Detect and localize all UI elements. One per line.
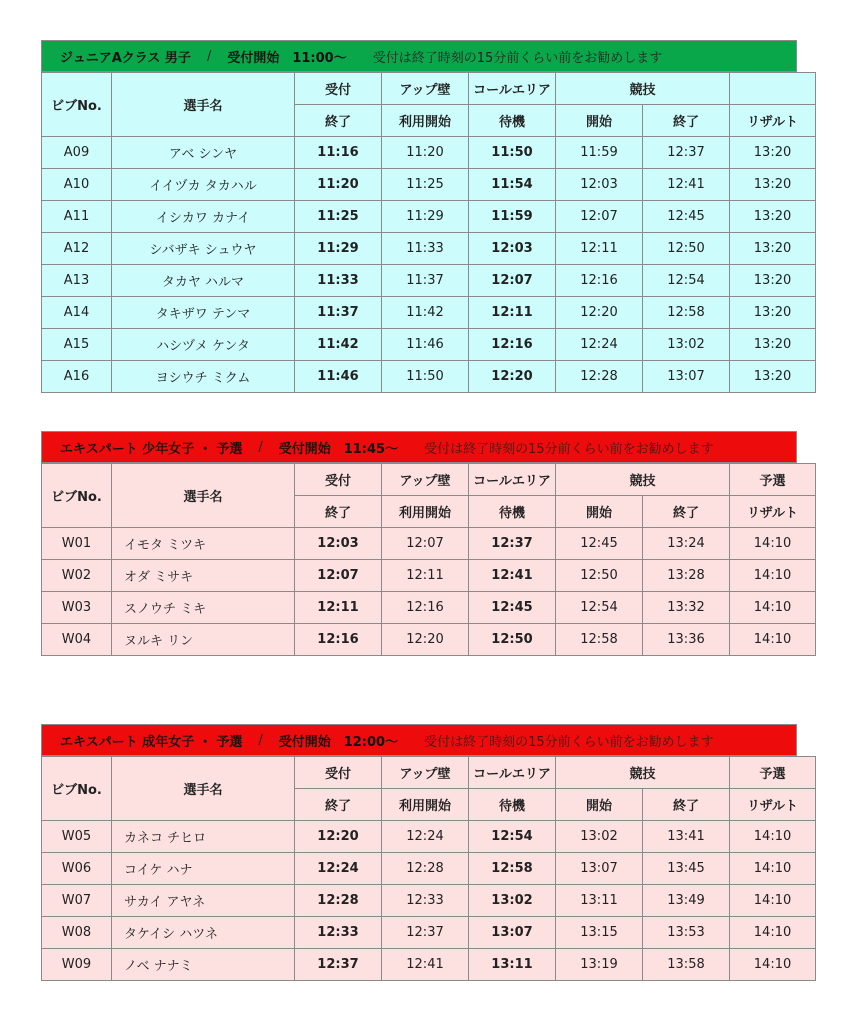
section-title: エキスパート 成年女子 ・ 予選 [60,734,243,750]
bib-number: A11 [42,201,112,233]
reception-end-time: 12:24 [295,853,382,885]
reception-end-time: 12:28 [295,885,382,917]
section-banner [41,724,797,756]
compete-end-time: 12:45 [643,201,730,233]
result-time: 14:10 [730,528,816,560]
bib-number: A14 [42,297,112,329]
reception-note: 受付は終了時刻の15分前くらい前をお勧めします [424,441,714,457]
bib-number: A12 [42,233,112,265]
warmup-start-time: 12:33 [382,885,469,917]
compete-start-time: 12:16 [556,265,643,297]
header-name: 選手名 [112,757,295,821]
table-row [42,917,816,949]
header-name: 選手名 [112,464,295,528]
compete-end-time: 13:28 [643,560,730,592]
reception-end-time: 11:37 [295,297,382,329]
bib-number: W07 [42,885,112,917]
header-compete-end: 終了 [643,789,730,821]
warmup-start-time: 12:24 [382,821,469,853]
compete-end-time: 13:45 [643,853,730,885]
header-reception: 受付 [295,73,382,105]
compete-end-time: 12:54 [643,265,730,297]
header-compete-start: 開始 [556,496,643,528]
compete-end-time: 12:41 [643,169,730,201]
warmup-start-time: 12:20 [382,624,469,656]
table-row [42,265,816,297]
athlete-name: サカイ アヤネ [112,885,295,917]
athlete-name: シバザキ シュウヤ [112,233,295,265]
call-area-time: 12:58 [469,853,556,885]
section-banner [41,40,797,72]
call-area-time: 13:11 [469,949,556,981]
header-warmup-start: 利用開始 [382,496,469,528]
call-area-time: 11:59 [469,201,556,233]
call-area-time: 13:02 [469,885,556,917]
call-area-time: 12:16 [469,329,556,361]
schedule-section [41,724,797,981]
table-row [42,821,816,853]
header-result: リザルト [730,789,816,821]
reception-end-time: 12:03 [295,528,382,560]
reception-end-time: 12:11 [295,592,382,624]
result-time: 14:10 [730,853,816,885]
header-bib: ビブNo. [42,73,112,137]
call-area-time: 12:20 [469,361,556,393]
compete-start-time: 13:11 [556,885,643,917]
header-compete-start: 開始 [556,105,643,137]
compete-start-time: 13:19 [556,949,643,981]
athlete-name: ヌルキ リン [112,624,295,656]
bib-number: W06 [42,853,112,885]
reception-note: 受付は終了時刻の15分前くらい前をお勧めします [372,50,663,66]
bib-number: A09 [42,137,112,169]
warmup-start-time: 11:46 [382,329,469,361]
bib-number: W02 [42,560,112,592]
header-call-area: コールエリア [469,464,556,496]
call-area-time: 11:50 [469,137,556,169]
reception-start: 受付開始 11:00～ [227,50,347,66]
header-result-top: 予選 [730,757,816,789]
bib-number: A13 [42,265,112,297]
athlete-name: アベ シンヤ [112,137,295,169]
result-time: 14:10 [730,624,816,656]
athlete-name: スノウチ ミキ [112,592,295,624]
table-row [42,169,816,201]
call-area-time: 12:03 [469,233,556,265]
reception-end-time: 11:42 [295,329,382,361]
table-row [42,361,816,393]
result-time: 14:10 [730,949,816,981]
reception-end-time: 11:20 [295,169,382,201]
reception-end-time: 11:33 [295,265,382,297]
header-reception: 受付 [295,464,382,496]
athlete-name: ノベ ナナミ [112,949,295,981]
compete-start-time: 13:15 [556,917,643,949]
header-compete-start: 開始 [556,789,643,821]
table-row [42,560,816,592]
compete-start-time: 12:11 [556,233,643,265]
result-time: 13:20 [730,137,816,169]
header-bib: ビブNo. [42,464,112,528]
reception-end-time: 12:33 [295,917,382,949]
compete-start-time: 12:24 [556,329,643,361]
header-call-wait: 待機 [469,496,556,528]
header-call-area: コールエリア [469,757,556,789]
header-call-wait: 待機 [469,105,556,137]
header-reception-end: 終了 [295,789,382,821]
compete-end-time: 12:37 [643,137,730,169]
result-time: 14:10 [730,917,816,949]
header-row [42,757,816,789]
warmup-start-time: 11:50 [382,361,469,393]
bib-number: W09 [42,949,112,981]
bib-number: W08 [42,917,112,949]
header-row [42,464,816,496]
athlete-name: コイケ ハナ [112,853,295,885]
reception-end-time: 12:37 [295,949,382,981]
call-area-time: 12:11 [469,297,556,329]
athlete-name: カネコ チヒロ [112,821,295,853]
warmup-start-time: 11:25 [382,169,469,201]
reception-note: 受付は終了時刻の15分前くらい前をお勧めします [424,734,714,750]
title-separator: / [258,732,263,748]
athlete-name: オダ ミサキ [112,560,295,592]
call-area-time: 12:07 [469,265,556,297]
call-area-time: 12:54 [469,821,556,853]
compete-start-time: 12:50 [556,560,643,592]
bib-number: W04 [42,624,112,656]
header-row [42,73,816,105]
call-area-time: 13:07 [469,917,556,949]
result-time: 14:10 [730,592,816,624]
compete-start-time: 12:54 [556,592,643,624]
compete-end-time: 13:02 [643,329,730,361]
bib-number: W05 [42,821,112,853]
result-time: 13:20 [730,297,816,329]
table-row [42,297,816,329]
table-row [42,233,816,265]
bib-number: A16 [42,361,112,393]
schedule-table [41,463,816,656]
schedule-section [41,40,797,393]
header-warmup-start: 利用開始 [382,789,469,821]
warmup-start-time: 12:41 [382,949,469,981]
warmup-start-time: 12:37 [382,917,469,949]
schedule-section [41,431,797,656]
header-warmup: アップ壁 [382,757,469,789]
result-time: 13:20 [730,201,816,233]
header-result-top: 予選 [730,464,816,496]
reception-end-time: 12:16 [295,624,382,656]
reception-end-time: 12:07 [295,560,382,592]
bib-number: W03 [42,592,112,624]
compete-end-time: 13:53 [643,917,730,949]
header-warmup: アップ壁 [382,464,469,496]
header-bib: ビブNo. [42,757,112,821]
header-reception-end: 終了 [295,105,382,137]
header-compete: 競技 [556,757,730,789]
compete-end-time: 13:36 [643,624,730,656]
compete-end-time: 13:58 [643,949,730,981]
table-row [42,624,816,656]
header-call-area: コールエリア [469,73,556,105]
compete-end-time: 13:49 [643,885,730,917]
result-time: 13:20 [730,233,816,265]
compete-start-time: 11:59 [556,137,643,169]
call-area-time: 11:54 [469,169,556,201]
warmup-start-time: 12:07 [382,528,469,560]
result-time: 14:10 [730,821,816,853]
header-result-top [730,73,816,105]
header-result: リザルト [730,105,816,137]
athlete-name: ハシヅメ ケンタ [112,329,295,361]
table-row [42,329,816,361]
header-compete: 競技 [556,464,730,496]
header-reception: 受付 [295,757,382,789]
section-title: ジュニアAクラス 男子 [60,50,191,66]
header-compete: 競技 [556,73,730,105]
table-row [42,885,816,917]
reception-end-time: 11:16 [295,137,382,169]
result-time: 14:10 [730,560,816,592]
reception-end-time: 11:25 [295,201,382,233]
call-area-time: 12:45 [469,592,556,624]
header-compete-end: 終了 [643,105,730,137]
call-area-time: 12:37 [469,528,556,560]
compete-start-time: 12:03 [556,169,643,201]
warmup-start-time: 12:28 [382,853,469,885]
header-warmup-start: 利用開始 [382,105,469,137]
compete-start-time: 13:07 [556,853,643,885]
compete-end-time: 13:24 [643,528,730,560]
warmup-start-time: 11:29 [382,201,469,233]
compete-end-time: 12:58 [643,297,730,329]
schedule-table [41,72,816,393]
result-time: 13:20 [730,169,816,201]
compete-start-time: 12:07 [556,201,643,233]
compete-end-time: 13:07 [643,361,730,393]
compete-start-time: 12:45 [556,528,643,560]
schedule-table [41,756,816,981]
bib-number: A10 [42,169,112,201]
result-time: 13:20 [730,329,816,361]
result-time: 13:20 [730,361,816,393]
bib-number: W01 [42,528,112,560]
title-separator: / [258,439,263,455]
compete-start-time: 13:02 [556,821,643,853]
reception-start: 受付開始 12:00～ [278,734,399,750]
athlete-name: イモタ ミツキ [112,528,295,560]
reception-end-time: 11:29 [295,233,382,265]
compete-end-time: 12:50 [643,233,730,265]
reception-end-time: 11:46 [295,361,382,393]
title-separator: / [206,48,212,64]
warmup-start-time: 11:33 [382,233,469,265]
table-row [42,853,816,885]
warmup-start-time: 12:16 [382,592,469,624]
athlete-name: ヨシウチ ミクム [112,361,295,393]
reception-end-time: 12:20 [295,821,382,853]
bib-number: A15 [42,329,112,361]
call-area-time: 12:41 [469,560,556,592]
header-reception-end: 終了 [295,496,382,528]
header-warmup: アップ壁 [382,73,469,105]
result-time: 13:20 [730,265,816,297]
athlete-name: タキザワ テンマ [112,297,295,329]
header-call-wait: 待機 [469,789,556,821]
result-time: 14:10 [730,885,816,917]
header-compete-end: 終了 [643,496,730,528]
compete-start-time: 12:28 [556,361,643,393]
compete-end-time: 13:41 [643,821,730,853]
table-row [42,201,816,233]
compete-start-time: 12:20 [556,297,643,329]
table-row [42,592,816,624]
compete-end-time: 13:32 [643,592,730,624]
section-banner [41,431,797,463]
call-area-time: 12:50 [469,624,556,656]
table-row [42,137,816,169]
warmup-start-time: 11:42 [382,297,469,329]
warmup-start-time: 12:11 [382,560,469,592]
warmup-start-time: 11:20 [382,137,469,169]
athlete-name: タカヤ ハルマ [112,265,295,297]
reception-start: 受付開始 11:45～ [278,441,399,457]
header-result: リザルト [730,496,816,528]
section-title: エキスパート 少年女子 ・ 予選 [60,441,243,457]
athlete-name: イシカワ カナイ [112,201,295,233]
compete-start-time: 12:58 [556,624,643,656]
header-name: 選手名 [112,73,295,137]
table-row [42,949,816,981]
athlete-name: イイヅカ タカハル [112,169,295,201]
table-row [42,528,816,560]
warmup-start-time: 11:37 [382,265,469,297]
athlete-name: タケイシ ハツネ [112,917,295,949]
